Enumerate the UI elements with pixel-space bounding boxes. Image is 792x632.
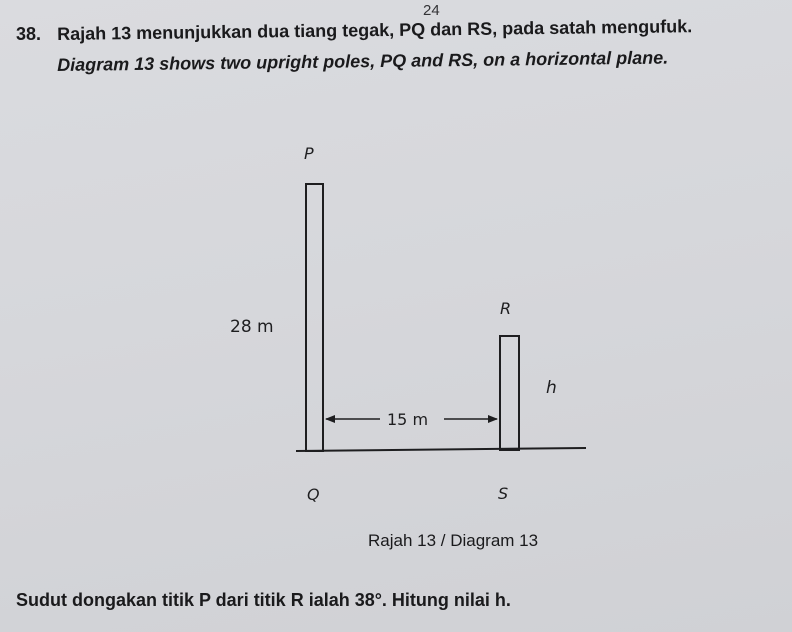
height-label-pq: 28 m [230,317,274,337]
question-text-malay: Rajah 13 menunjukkan dua tiang tegak, PQ dan RS, pada satah mengufuk. [57,16,693,44]
ground-line [296,448,586,451]
diagram-caption: Rajah 13 / Diagram 13 [368,531,539,550]
pole-pq [306,184,323,451]
distance-label: 15 m [387,410,429,429]
height-label-rs: h [546,378,557,398]
pole-rs [500,336,519,450]
question-number: 38. [16,24,42,44]
question-task: Sudut dongakan titik P dari titik R ialah 38°. Hitung nilai h. [16,590,511,610]
question-text-english: Diagram 13 shows two upright poles, PQ and RS, on a horizontal plane. [57,47,669,75]
label-s: S [498,484,509,503]
page-number: 24 [423,2,440,19]
label-p: P [304,144,314,163]
label-q: Q [307,485,320,504]
label-r: R [500,299,512,318]
